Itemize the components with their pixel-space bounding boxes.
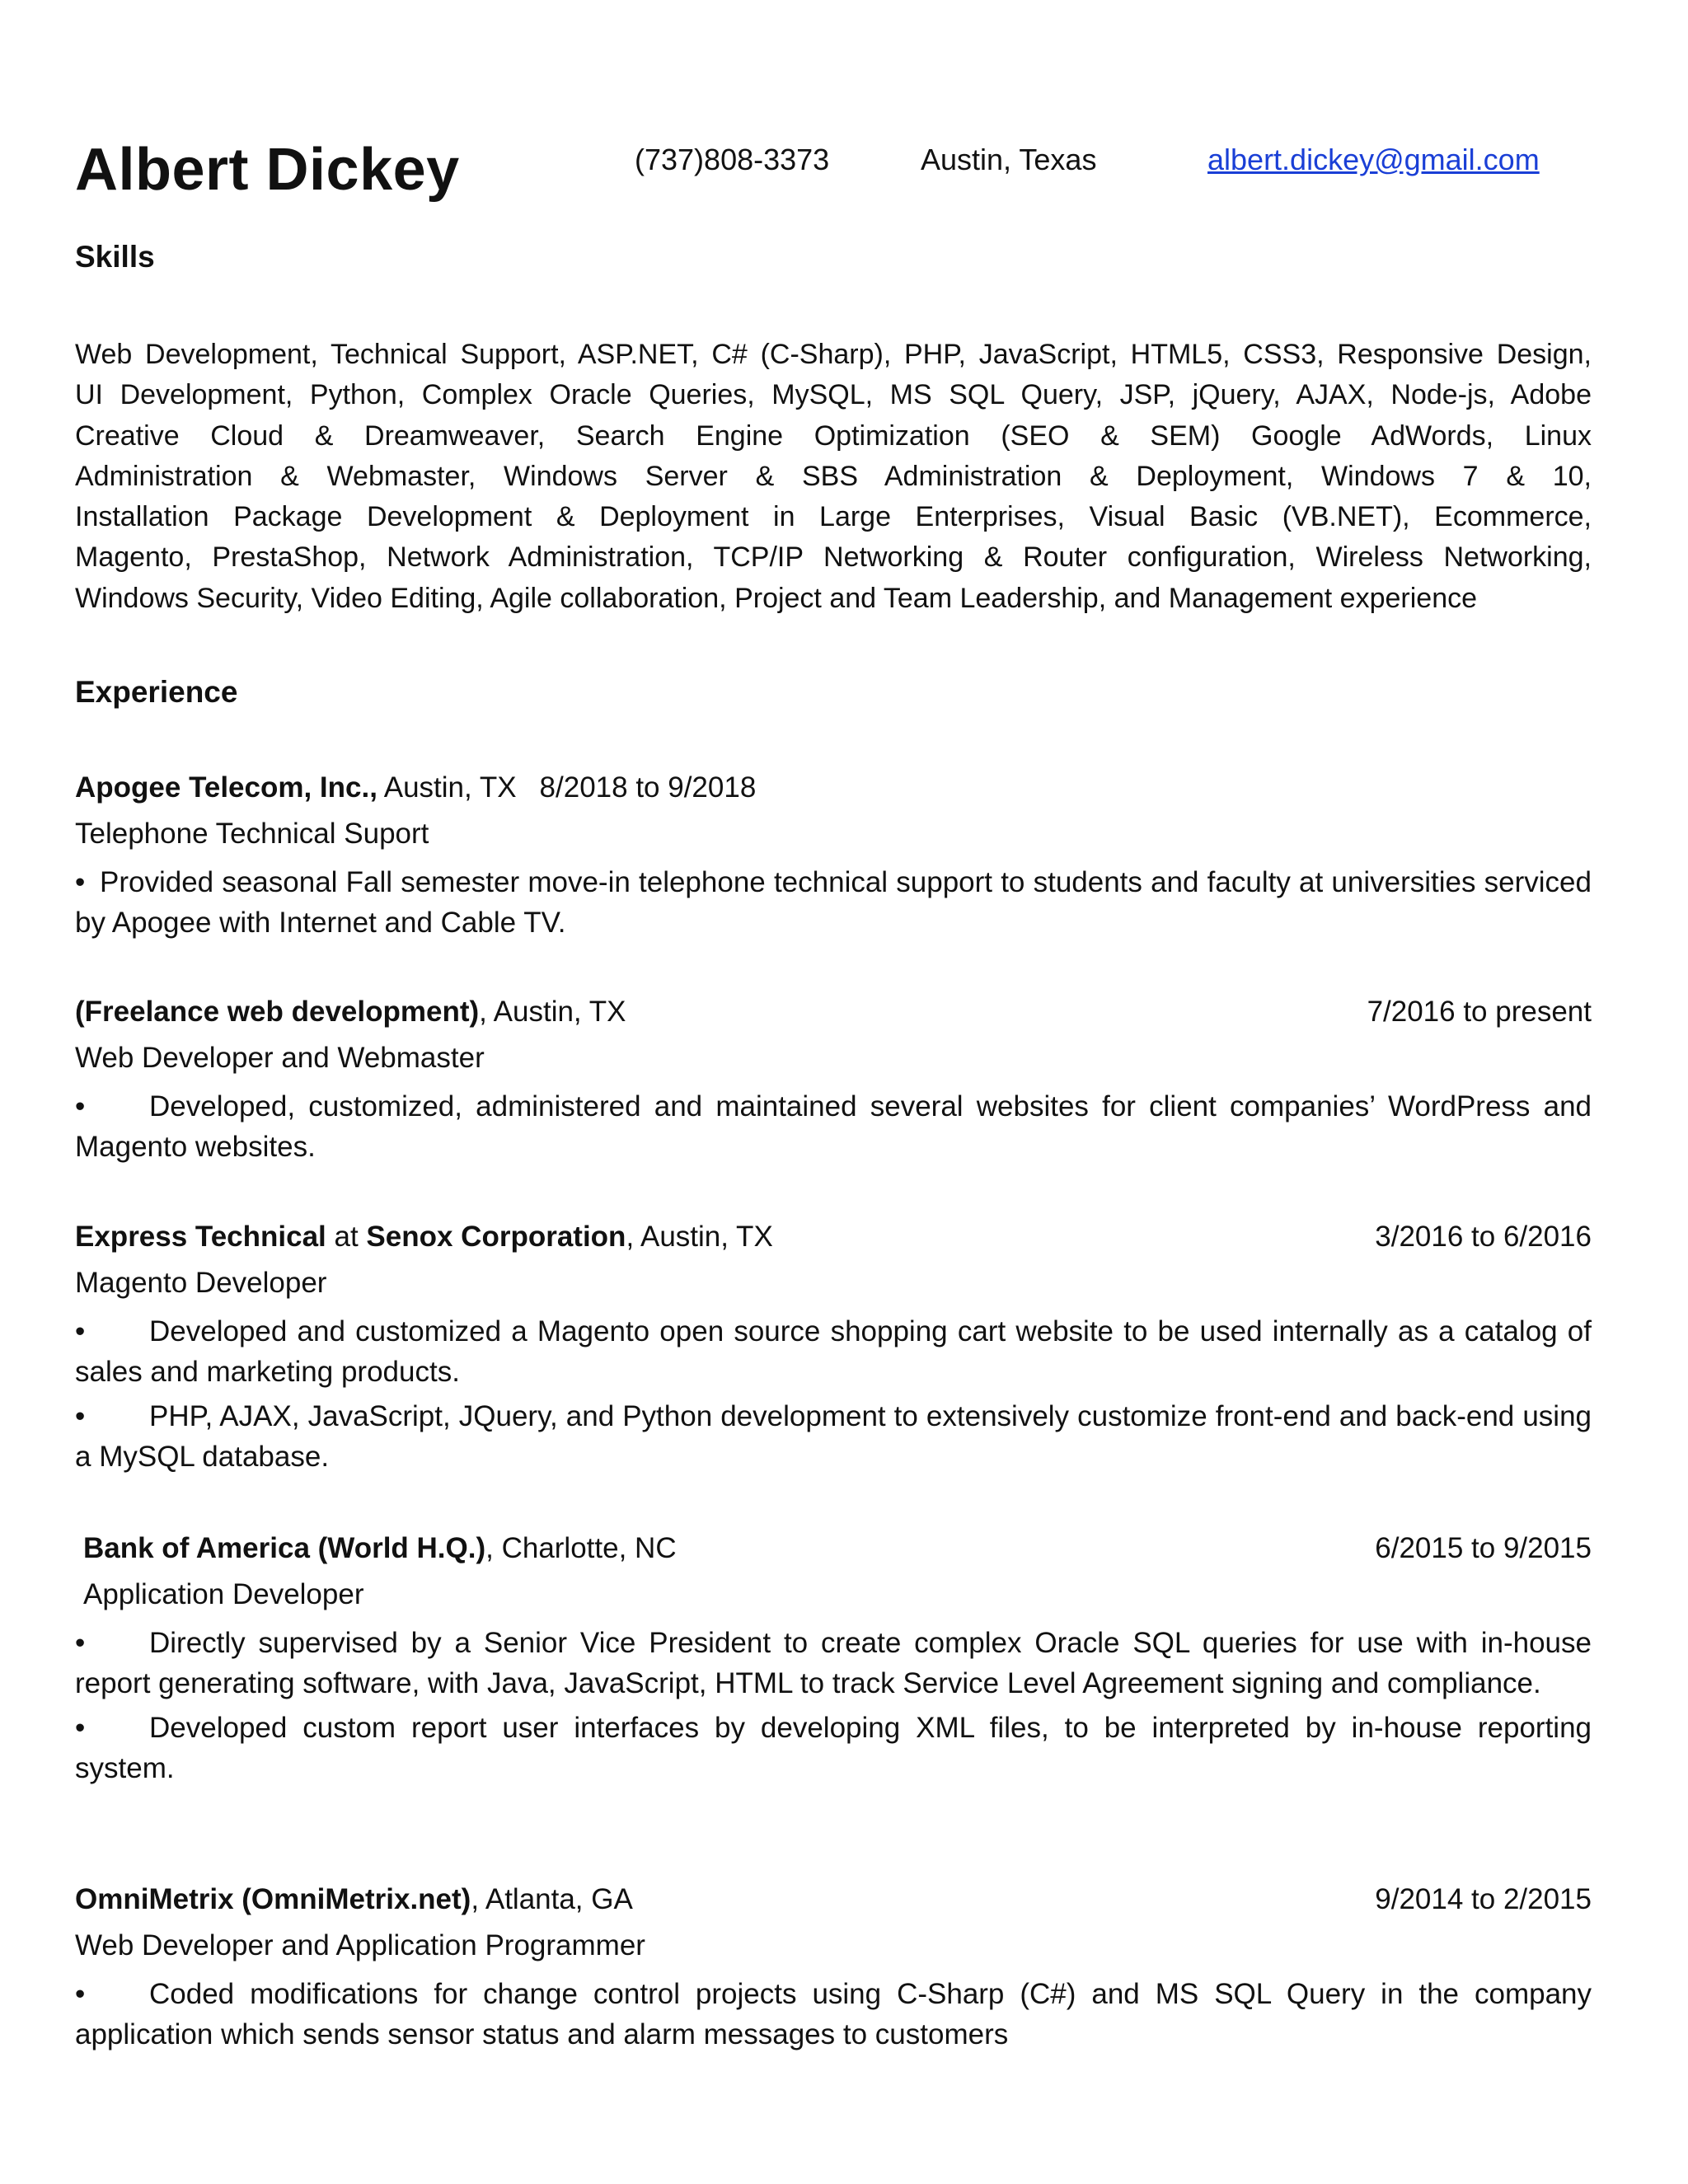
job-dates: 6/2015 to 9/2015 [1375,1532,1592,1564]
skills-line: Magento, PrestaShop, Network Administration, TCP/IP Networking & Router configuration, Wireless Networking, [75,541,1592,574]
company-name: Apogee Telecom, Inc., [75,771,377,804]
job-entry [75,1877,1592,2059]
bullet-mark: • [75,1090,86,1122]
job-header [75,989,1592,1035]
bullet-text: Coded modifications for change control projects using C-Sharp (C#) and MS SQL Query in the company application which sends sensor status and alarm messages to customers [75,1978,1592,2050]
job-header [75,1214,1592,1260]
skills-heading: Skills [75,240,155,274]
company-name: (Freelance web development) [75,996,480,1028]
skills-paragraph [75,335,1592,619]
company-name: Express Technical [75,1221,326,1253]
bullet-text: Developed, customized, administered and maintained several websites for client companies’ WordPress and Magento websites. [75,1090,1592,1163]
bullet-mark: • [75,1627,86,1659]
client-company-name: Senox Corporation [366,1221,626,1253]
job-role: Web Developer and Application Programmer [75,1929,645,1961]
job-role: Telephone Technical Suport [75,818,429,850]
phone-number: (737)808-3373 [635,143,830,176]
job-dates: 8/2018 to 9/2018 [539,771,757,804]
skills-line: UI Development, Python, Complex Oracle Queries, MySQL, MS SQL Query, JSP, jQuery, AJAX, Node-js, Adobe [75,379,1592,411]
bullet-item [75,1623,1592,1704]
job-entry [75,765,1592,947]
job-dates: 7/2016 to present [1367,996,1592,1028]
bullet-mark: • [75,1712,86,1744]
bullet-text: Developed and customized a Magento open source shopping cart website to be used internally as a catalog of sales and marketing products. [75,1315,1592,1388]
bullet-mark: • [75,1315,86,1347]
bullet-item [75,1708,1592,1788]
company-name: Bank of America (World H.Q.) [83,1532,486,1564]
job-header [75,1877,1592,1923]
job-header [75,765,1592,811]
job-location: , Charlotte, NC [485,1532,677,1564]
job-entry [75,989,1592,1171]
bullet-text: Directly supervised by a Senior Vice President to create complex Oracle SQL queries for use with in-house report generating software, with Java, JavaScript, HTML to track Service Level Agreement signing and compliance. [75,1627,1592,1699]
job-role: Application Developer [83,1578,364,1610]
job-location: , Atlanta, GA [471,1883,633,1915]
skills-line: Installation Package Development & Deployment in Large Enterprises, Visual Basic (VB.NET), Ecommerce, [75,501,1592,533]
job-bullets [75,1311,1592,1477]
job-location: , Austin, TX [626,1221,773,1253]
skills-line: Windows Security, Video Editing, Agile collaboration, Project and Team Leadership, and Management experience [75,582,1478,614]
bullet-text: PHP, AJAX, JavaScript, JQuery, and Python development to extensively customize front-end and back-end using a MySQL database. [75,1400,1592,1473]
bullet-mark: • [75,866,86,898]
bullet-mark: • [75,1978,86,2010]
job-location: , Austin, TX [479,996,626,1028]
bullet-mark: • [75,1400,86,1432]
bullet-item [75,1311,1592,1392]
job-dates: 3/2016 to 6/2016 [1375,1221,1592,1253]
bullet-text: Provided seasonal Fall semester move-in telephone technical support to students and faculty at universities serviced by Apogee with Internet and Cable TV. [75,866,1592,939]
location: Austin, Texas [921,143,1097,176]
job-bullets [75,862,1592,943]
experience-heading: Experience [75,675,238,709]
job-bullets [75,1086,1592,1167]
job-entry [75,1214,1592,1481]
bullet-item [75,1396,1592,1477]
job-entry [75,1526,1592,1793]
skills-line: Administration & Webmaster, Windows Server & SBS Administration & Deployment, Windows 7 & 10, [75,460,1592,492]
job-role: Magento Developer [75,1267,327,1299]
job-header [75,1526,1592,1572]
bullet-item [75,1086,1592,1167]
candidate-name: Albert Dickey [75,137,460,203]
company-connector: at [326,1221,367,1253]
skills-line: Web Development, Technical Support, ASP.NET, C# (C-Sharp), PHP, JavaScript, HTML5, CSS3, Responsive Design, [75,339,1592,370]
bullet-item [75,862,1592,943]
job-dates: 9/2014 to 2/2015 [1375,1883,1592,1915]
job-bullets [75,1974,1592,2055]
bullet-text: Developed custom report user interfaces by developing XML files, to be interpreted by in-house reporting system. [75,1712,1592,1784]
job-bullets [75,1623,1592,1788]
job-location: Austin, TX [377,771,517,804]
job-role: Web Developer and Webmaster [75,1042,485,1074]
company-name: OmniMetrix (OmniMetrix.net) [75,1883,471,1915]
skills-line: Creative Cloud & Dreamweaver, Search Engine Optimization (SEO & SEM) Google AdWords, Linux [75,419,1592,452]
bullet-item [75,1974,1592,2055]
email-link[interactable]: albert.dickey@gmail.com [1207,143,1540,176]
